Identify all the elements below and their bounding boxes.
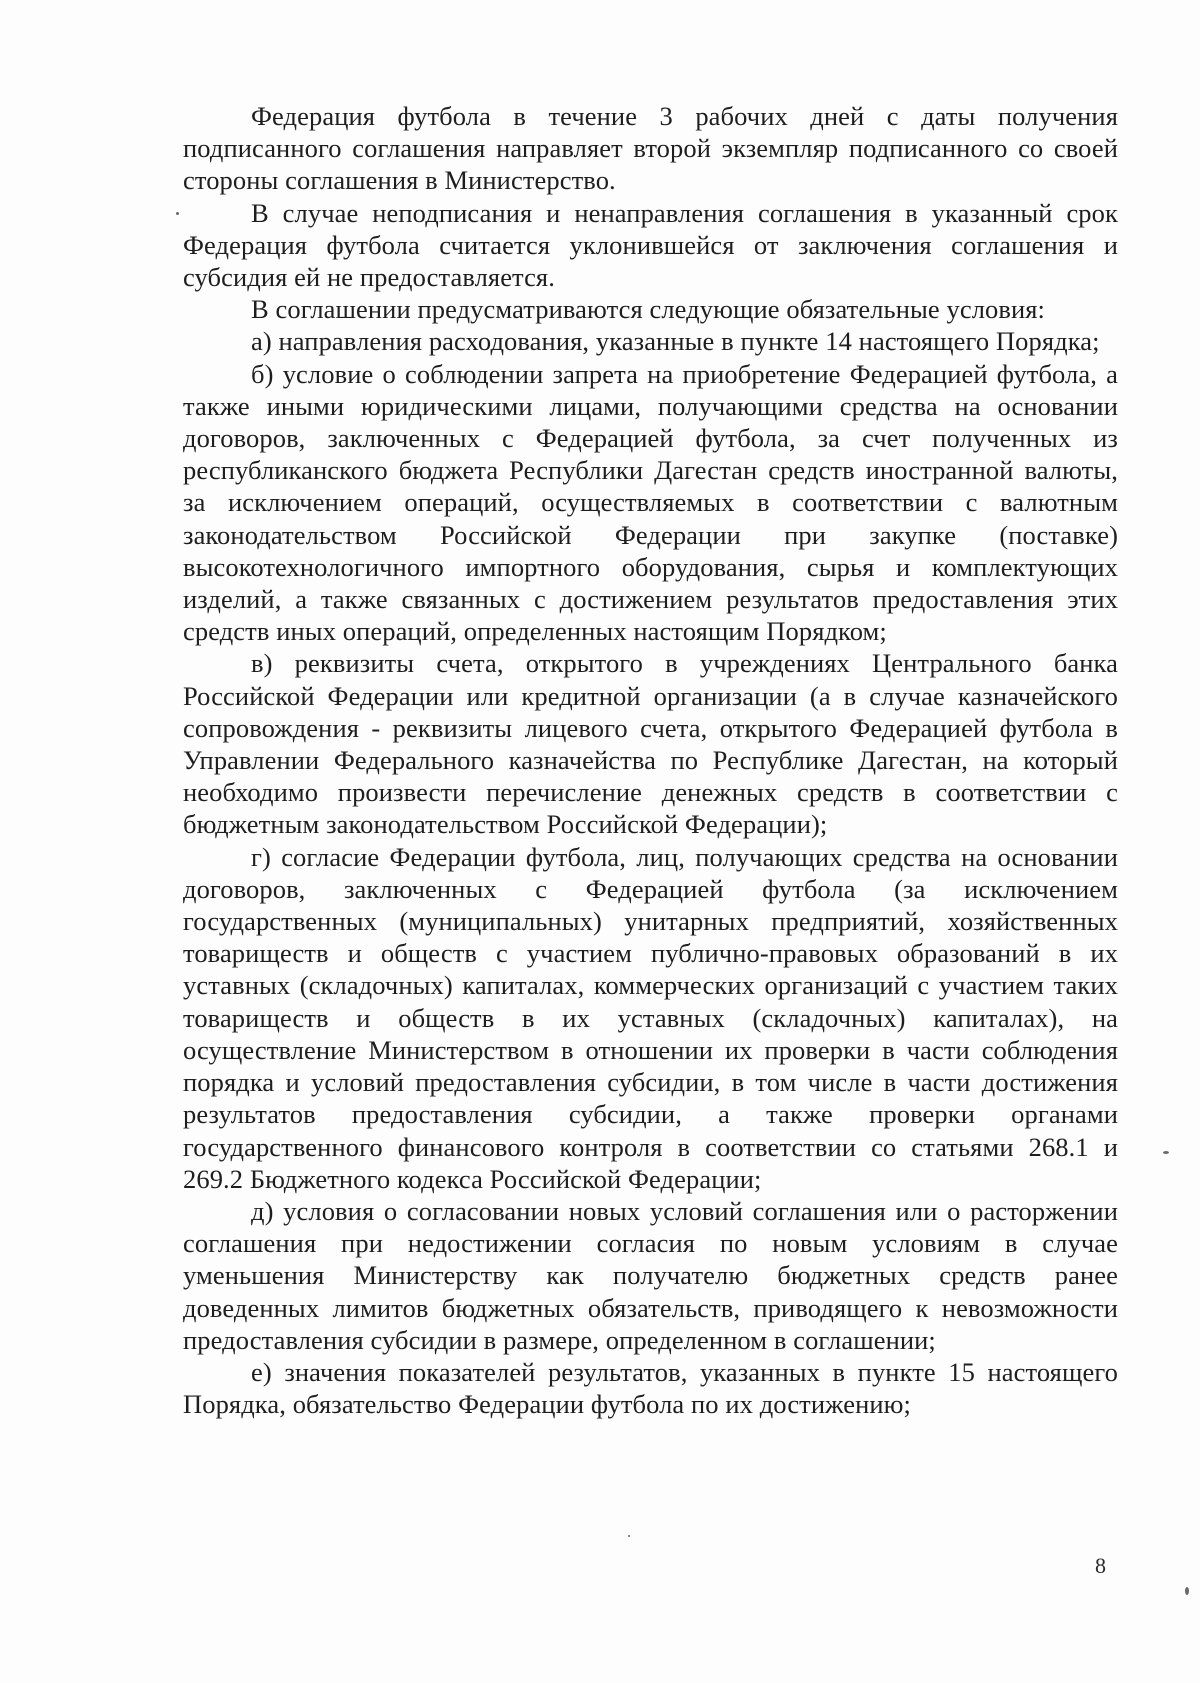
- paragraph-item-v: в) реквизиты счета, открытого в учреждениях Центрального банка Российской Федерации или кредитной организации (а в случае казначейского сопровождения - реквизиты лицевого счета, открытого Федерацией футбола в Управлении Федерального казначейства по Республике Дагестан, на который необходимо произвести перечисление денежных средств в соответствии с бюджетным законодательством Российской Федерации);: [183, 648, 1118, 840]
- paragraph-item-b: б) условие о соблюдении запрета на приобретение Федерацией футбола, а также иными юридическими лицами, получающими средства на основании договоров, заключенных с Федерацией футбола, за счет полученных из республиканского бюджета Республики Дагестан средств иностранной валюты, за исключением операций, осуществляемых в соответствии с валютным законодательством Российской Федерации при закупке (поставке) высокотехнологичного импортного оборудования, сырья и комплектующих изделий, а также связанных с достижением результатов предоставления этих средств иных операций, определенных настоящим Порядком;: [183, 358, 1118, 647]
- scan-speck: [1185, 1587, 1189, 1595]
- page-number: 8: [1095, 1553, 1106, 1578]
- scan-speck: [1163, 1151, 1169, 1154]
- document-body: [183, 100, 1118, 1420]
- paragraph-item-d: д) условия о согласовании новых условий соглашения или о расторжении соглашения при недостижении согласия по новым условиям в случае уменьшения Министерству как получателю бюджетных средств ранее доведенных лимитов бюджетных обязательств, приводящего к невозможности предоставления субсидии в размере, определенном в соглашении;: [183, 1195, 1118, 1355]
- paragraph-non-signing: В случае неподписания и ненаправления соглашения в указанный срок Федерация футбола считается уклонившейся от заключения соглашения и субсидия ей не предоставляется.: [183, 197, 1118, 293]
- paragraph-signed-copy: Федерация футбола в течение 3 рабочих дней с даты получения подписанного соглашения направляет второй экземпляр подписанного со своей стороны соглашения в Министерство.: [183, 101, 1118, 196]
- paragraph-item-g: г) согласие Федерации футбола, лиц, получающих средства на основании договоров, заключенных с Федерацией футбола (за исключением государственных (муниципальных) унитарных предприятий, хозяйственных товариществ и обществ с участием публично-правовых образований в их уставных (складочных) капиталах, коммерческих организаций с участием таких товариществ и обществ в их уставных (складочных) капиталах), на осуществление Министерством в отношении их проверки в части соблюдения порядка и условий предоставления субсидии, в том числе в части достижения результатов предоставления субсидии, а также проверки органами государственного финансового контроля в соответствии со статьями 268.1 и 269.2 Бюджетного кодекса Российской Федерации;: [183, 841, 1118, 1194]
- scan-speck: [628, 1535, 630, 1537]
- paragraph-item-e: е) значения показателей результатов, указанных в пункте 15 настоящего Порядка, обязательство Федерации футбола по их достижению;: [183, 1356, 1118, 1420]
- paragraph-conditions-intro: В соглашении предусматриваются следующие обязательные условия:: [251, 294, 1046, 325]
- paragraph-item-a: а) направления расходования, указанные в пункте 14 настоящего Порядка;: [251, 326, 1100, 357]
- scan-speck: [176, 212, 179, 215]
